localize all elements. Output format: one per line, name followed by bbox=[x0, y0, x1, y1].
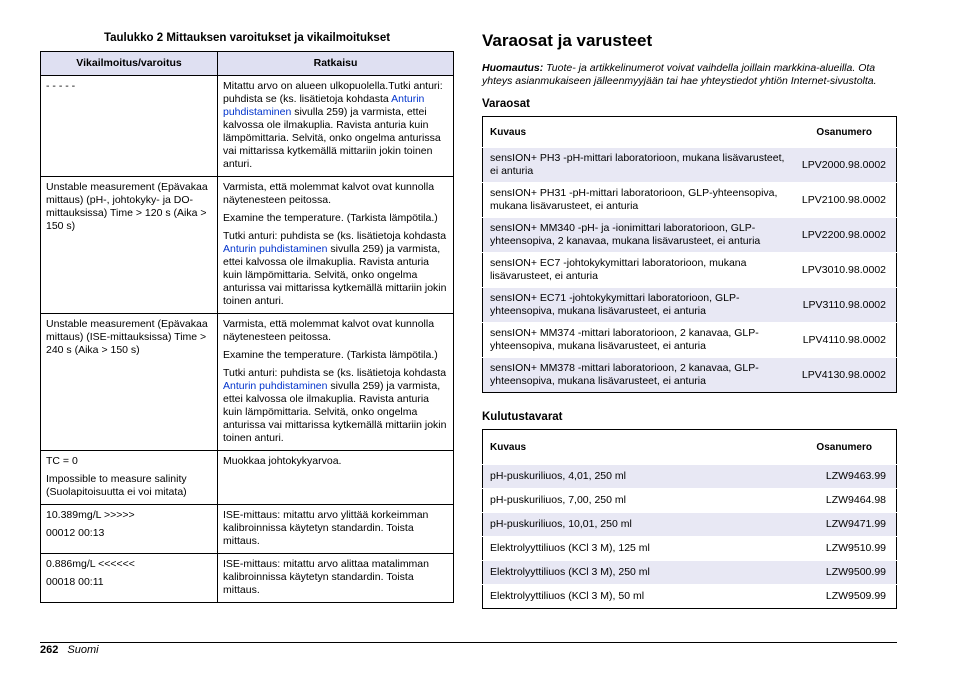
spare-description: sensION+ MM378 -mittari laboratorioon, 2 kanavaa, GLP-yhteensopiva, mukana lisävarusteet, ei anturia bbox=[483, 358, 795, 393]
spare-part-number: LPV3010.98.0002 bbox=[795, 253, 897, 288]
spare-part-number: LPV2000.98.0002 bbox=[795, 148, 897, 183]
table-row bbox=[41, 76, 454, 177]
consumable-description: pH-puskuriliuos, 4,01, 250 ml bbox=[483, 465, 759, 489]
table-row bbox=[41, 314, 454, 451]
error-cell bbox=[41, 451, 218, 505]
left-column bbox=[40, 30, 454, 603]
right-column bbox=[482, 30, 897, 609]
consumable-description: pH-puskuriliuos, 10,01, 250 ml bbox=[483, 513, 759, 537]
solution-paragraph bbox=[223, 367, 448, 445]
spare-row bbox=[483, 323, 897, 358]
error-text: Unstable measurement (Epävakaa mittaus) (pH-, johtokyky- ja DO-mittauksissa) Time > 120 s (Aika > 150 s) bbox=[46, 181, 208, 232]
cleaning-link[interactable]: Anturin puhdistaminen bbox=[223, 93, 425, 118]
error-text: Impossible to measure salinity (Suolapitoisuutta ei voi mitata) bbox=[46, 473, 187, 498]
consumables-table bbox=[482, 429, 897, 609]
error-text: 0.886mg/L <<<<<< bbox=[46, 558, 135, 570]
solution-text: sivulla 259) ja varmista, ettei kalvossa ole ilmakuplia. Ravista anturia kuin lämpömittaria. Selvitä, onko ongelma anturissa vai mittarissa kytkemällä mittariin jokin toinen anturi. bbox=[223, 243, 447, 307]
table-caption: Taulukko 2 Mittauksen varoitukset ja vikailmoitukset bbox=[103, 32, 391, 44]
error-text: - - - - - bbox=[46, 80, 76, 92]
solution-paragraph bbox=[223, 318, 448, 344]
page-number: 262 bbox=[40, 644, 59, 656]
spare-description: sensION+ MM340 -pH- ja -ionimittari laboratorioon, GLP-yhteensopiva, 2 kanavaa, mukana lisävarusteet, ei anturia bbox=[483, 218, 795, 253]
spare-parts-title: Varaosat bbox=[482, 98, 530, 110]
error-cell bbox=[41, 177, 218, 314]
error-cell bbox=[41, 505, 218, 554]
spare-part-number: LPV2200.98.0002 bbox=[795, 218, 897, 253]
solution-text: Mitattu arvo on alueen ulkopuolella. bbox=[223, 80, 389, 92]
consumable-description: Elektrolyyttiliuos (KCl 3 M), 125 ml bbox=[483, 537, 759, 561]
consumable-part-number: LZW9509.99 bbox=[759, 585, 897, 609]
consumable-part-number: LZW9463.99 bbox=[759, 465, 897, 489]
spare-col-partnumber: Osanumero bbox=[795, 117, 897, 148]
error-cell bbox=[41, 76, 218, 177]
error-cell bbox=[41, 554, 218, 603]
solution-text: sivulla 259) ja varmista, ettei kalvossa ole ilmakuplia. Ravista anturia kuin lämpömittaria. Selvitä, onko ongelma anturissa vai mittarissa kytkemällä mittariin jokin toinen anturi. bbox=[223, 106, 441, 170]
consum-col-partnumber: Osanumero bbox=[759, 430, 897, 465]
spare-description: sensION+ PH31 -pH-mittari laboratorioon, GLP-yhteensopiva, mukana lisävarusteet, ei anturia bbox=[483, 183, 795, 218]
section-title: Varaosat ja varusteet bbox=[482, 31, 653, 50]
consumable-row bbox=[483, 489, 897, 513]
consumable-part-number: LZW9464.98 bbox=[759, 489, 897, 513]
spare-part-number: LPV4130.98.0002 bbox=[795, 358, 897, 393]
spare-part-number: LPV4110.98.0002 bbox=[795, 323, 897, 358]
error-text: 00012 00:13 bbox=[46, 527, 105, 539]
solution-text: Varmista, että molemmat kalvot ovat kunnolla näytenesteen peitossa. bbox=[223, 318, 435, 343]
note bbox=[482, 62, 897, 88]
spare-row bbox=[483, 148, 897, 183]
cleaning-link[interactable]: Anturin puhdistaminen bbox=[223, 380, 328, 392]
solution-paragraph bbox=[223, 558, 448, 597]
solution-text: Examine the temperature. (Tarkista lämpötila.) bbox=[223, 349, 438, 361]
consumable-description: pH-puskuriliuos, 7,00, 250 ml bbox=[483, 489, 759, 513]
consumables-title: Kulutustavarat bbox=[482, 411, 563, 423]
error-text: TC = 0 bbox=[46, 455, 78, 467]
spare-col-description: Kuvaus bbox=[483, 117, 795, 148]
solution-text: sivulla 259) ja varmista, ettei kalvossa ole ilmakuplia. Ravista anturia kuin lämpömittaria. Selvitä, onko ongelma anturissa vai mittarissa kytkemällä mittariin jokin toinen anturi. bbox=[223, 380, 447, 444]
solution-cell bbox=[218, 505, 454, 554]
consumable-row bbox=[483, 465, 897, 489]
spare-description: sensION+ MM374 -mittari laboratorioon, 2 kanavaa, GLP-yhteensopiva, mukana lisävarusteet, ei anturia bbox=[483, 323, 795, 358]
consumable-row bbox=[483, 513, 897, 537]
solution-paragraph bbox=[223, 230, 448, 308]
spare-description: sensION+ EC71 -johtokykymittari laboratorioon, GLP-yhteensopiva, mukana lisävarusteet, ei anturia bbox=[483, 288, 795, 323]
spare-row bbox=[483, 253, 897, 288]
table-row bbox=[41, 451, 454, 505]
spare-row bbox=[483, 218, 897, 253]
table-row bbox=[41, 554, 454, 603]
solution-text: Tutki anturi: puhdista se (ks. lisätietoja kohdasta bbox=[223, 230, 447, 242]
solution-paragraph bbox=[223, 212, 448, 225]
table-row bbox=[41, 177, 454, 314]
solution-cell bbox=[218, 76, 454, 177]
solution-paragraph bbox=[223, 181, 448, 207]
solution-cell bbox=[218, 177, 454, 314]
solution-cell bbox=[218, 451, 454, 505]
spare-row bbox=[483, 288, 897, 323]
cleaning-link[interactable]: Anturin puhdistaminen bbox=[223, 243, 328, 255]
consumable-part-number: LZW9510.99 bbox=[759, 537, 897, 561]
col-header-solution: Ratkaisu bbox=[218, 52, 454, 76]
solution-text: Examine the temperature. (Tarkista lämpötila.) bbox=[223, 212, 438, 224]
solution-text: ISE-mittaus: mitattu arvo alittaa matalimman kalibroinnissa käytetyn standardin. Toista mittaus. bbox=[223, 558, 429, 596]
error-text: Unstable measurement (Epävakaa mittaus) (ISE-mittauksissa) Time > 240 s (Aika > 150 s) bbox=[46, 318, 208, 356]
error-text: 00018 00:11 bbox=[46, 576, 104, 588]
solution-cell bbox=[218, 314, 454, 451]
solution-text: Muokkaa johtokykyarvoa. bbox=[223, 455, 342, 467]
error-cell bbox=[41, 314, 218, 451]
note-label: Huomautus: bbox=[482, 62, 544, 74]
consum-col-description: Kuvaus bbox=[483, 430, 759, 465]
footer-divider bbox=[40, 642, 897, 643]
spare-part-number: LPV3110.98.0002 bbox=[795, 288, 897, 323]
consumable-row bbox=[483, 537, 897, 561]
table-row bbox=[41, 505, 454, 554]
consumable-row bbox=[483, 561, 897, 585]
consumable-description: Elektrolyyttiliuos (KCl 3 M), 50 ml bbox=[483, 585, 759, 609]
consumable-description: Elektrolyyttiliuos (KCl 3 M), 250 ml bbox=[483, 561, 759, 585]
consumable-part-number: LZW9471.99 bbox=[759, 513, 897, 537]
footer-language: Suomi bbox=[67, 644, 99, 656]
spare-part-number: LPV2100.98.0002 bbox=[795, 183, 897, 218]
error-text: 10.389mg/L >>>>> bbox=[46, 509, 135, 521]
spare-row bbox=[483, 183, 897, 218]
solution-paragraph bbox=[223, 455, 448, 468]
solution-text: Tutki anturi: puhdista se (ks. lisätietoja kohdasta bbox=[223, 80, 443, 105]
solution-paragraph bbox=[223, 509, 448, 548]
solution-text: Tutki anturi: puhdista se (ks. lisätietoja kohdasta bbox=[223, 367, 447, 379]
solution-paragraph bbox=[223, 349, 448, 362]
troubleshooting-table bbox=[40, 51, 454, 603]
solution-text: Varmista, että molemmat kalvot ovat kunnolla näytenesteen peitossa. bbox=[223, 181, 435, 206]
consumable-part-number: LZW9500.99 bbox=[759, 561, 897, 585]
spare-parts-table bbox=[482, 116, 897, 393]
solution-paragraph bbox=[223, 80, 448, 171]
consumable-row bbox=[483, 585, 897, 609]
spare-description: sensION+ PH3 -pH-mittari laboratorioon, mukana lisävarusteet, ei anturia bbox=[483, 148, 795, 183]
note-text: Tuote- ja artikkelinumerot voivat vaihdella joillain markkina-alueilla. Ota yhteys asianmukaiseen jälleenmyyjään tai hae yhteystiedot yhtiön Internet-sivustolta. bbox=[482, 62, 877, 87]
spare-row bbox=[483, 358, 897, 393]
col-header-error: Vikailmoitus/varoitus bbox=[41, 52, 218, 76]
solution-text: ISE-mittaus: mitattu arvo ylittää korkeimman kalibroinnissa käytetyn standardin. Toista mittaus. bbox=[223, 509, 429, 547]
solution-cell bbox=[218, 554, 454, 603]
spare-description: sensION+ EC7 -johtokykymittari laboratorioon, mukana lisävarusteet, ei anturia bbox=[483, 253, 795, 288]
footer bbox=[40, 644, 99, 656]
